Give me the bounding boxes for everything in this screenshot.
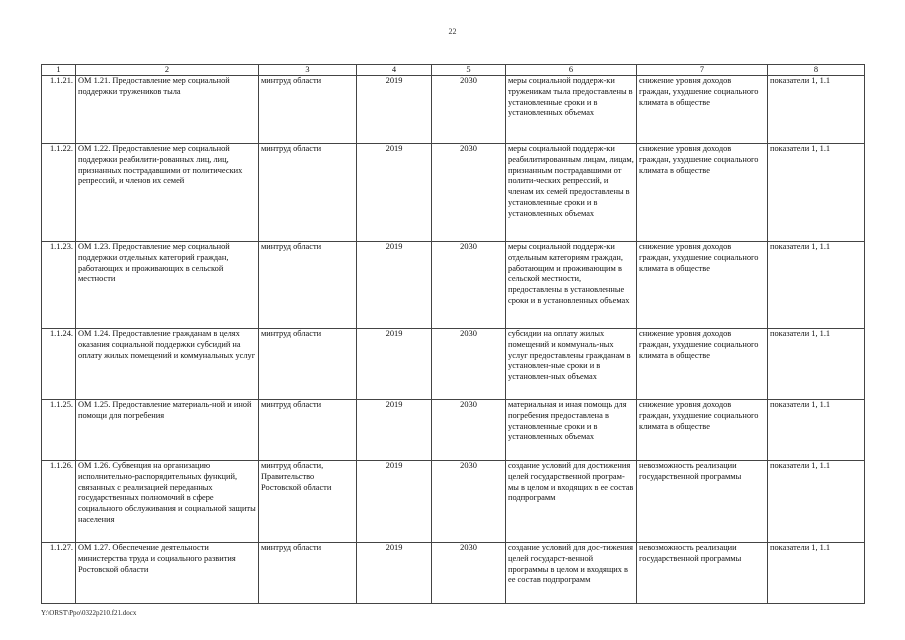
row-number: 1.1.25. [42, 400, 76, 461]
measure-name: ОМ 1.21. Предоставление мер социальной поддержки тружеников тыла [76, 76, 259, 144]
measure-name: ОМ 1.26. Субвенция на организацию исполнительно-распорядительных функций, связанных с реализацией переданных государственных полномочий в сфере социального обслуживания и социальной защиты населения [76, 461, 259, 543]
indicators: показатели 1, 1.1 [768, 329, 865, 400]
consequence: снижение уровня доходов граждан, ухудшение социального климата в обществе [637, 400, 768, 461]
executor: минтруд области [259, 543, 357, 604]
measure-name: ОМ 1.23. Предоставление мер социальной поддержки отдельных категорий граждан, работающих и проживающих в сельской местности [76, 242, 259, 329]
column-header-5: 5 [432, 65, 506, 76]
measure-name: ОМ 1.27. Обеспечение деятельности министерства труда и социального развития Ростовской области [76, 543, 259, 604]
end-year: 2030 [432, 144, 506, 242]
row-number: 1.1.27. [42, 543, 76, 604]
table-row [42, 461, 865, 543]
measure-name: ОМ 1.24. Предоставление гражданам в целях оказания социальной поддержки субсидий на оплату жилых помещений и коммунальных услуг [76, 329, 259, 400]
expected-result: создание условий для дос-тижения целей государст-венной программы в целом и входящих в ее состав подпрограмм [506, 543, 637, 604]
indicators: показатели 1, 1.1 [768, 76, 865, 144]
consequence: невозможность реализации государственной программы [637, 461, 768, 543]
start-year: 2019 [357, 242, 432, 329]
expected-result: меры социальной поддерж-ки отдельным категориям граждан, работающим и проживающим в сельской местности, предоставлены в установленные сроки и в установленных объемах [506, 242, 637, 329]
expected-result: субсидии на оплату жилых помещений и коммуналь-ных услуг предоставлены гражданам в установлен-ные сроки и в установлен-ных объемах [506, 329, 637, 400]
program-measures-table [41, 64, 865, 604]
measure-name: ОМ 1.22. Предоставление мер социальной поддержки реабилити-рованных лиц, лиц, признанных пострадавшими от политических репрессий, и членов их семей [76, 144, 259, 242]
column-header-6: 6 [506, 65, 637, 76]
row-number: 1.1.26. [42, 461, 76, 543]
column-header-7: 7 [637, 65, 768, 76]
indicators: показатели 1, 1.1 [768, 144, 865, 242]
end-year: 2030 [432, 76, 506, 144]
executor: минтруд области, Правительство Ростовской области [259, 461, 357, 543]
row-number: 1.1.24. [42, 329, 76, 400]
end-year: 2030 [432, 242, 506, 329]
document-file-path: Y:\ORST\Ppo\0322p210.f21.docx [41, 609, 137, 617]
consequence: снижение уровня доходов граждан, ухудшение социального климата в обществе [637, 242, 768, 329]
page-number: 22 [448, 27, 457, 36]
start-year: 2019 [357, 144, 432, 242]
end-year: 2030 [432, 543, 506, 604]
row-number: 1.1.23. [42, 242, 76, 329]
table-row [42, 543, 865, 604]
end-year: 2030 [432, 461, 506, 543]
indicators: показатели 1, 1.1 [768, 400, 865, 461]
end-year: 2030 [432, 400, 506, 461]
start-year: 2019 [357, 329, 432, 400]
start-year: 2019 [357, 543, 432, 604]
table-row [42, 400, 865, 461]
column-header-8: 8 [768, 65, 865, 76]
table-row [42, 242, 865, 329]
row-number: 1.1.22. [42, 144, 76, 242]
table-row [42, 76, 865, 144]
consequence: невозможность реализации государственной программы [637, 543, 768, 604]
executor: минтруд области [259, 329, 357, 400]
table-row [42, 144, 865, 242]
measure-name: ОМ 1.25. Предоставление материаль-ной и иной помощи для погребения [76, 400, 259, 461]
start-year: 2019 [357, 461, 432, 543]
expected-result: меры социальной поддерж-ки труженикам тыла предоставлены в установленные сроки и в установленных объемах [506, 76, 637, 144]
expected-result: меры социальной поддерж-ки реабилитированным лицам, лицам, признанным пострадавшими от полити-ческих репрессий, и членам их семей предоставлены в установленные сроки и в установленных объемах [506, 144, 637, 242]
consequence: снижение уровня доходов граждан, ухудшение социального климата в обществе [637, 144, 768, 242]
column-header-1: 1 [42, 65, 76, 76]
executor: минтруд области [259, 242, 357, 329]
executor: минтруд области [259, 76, 357, 144]
indicators: показатели 1, 1.1 [768, 242, 865, 329]
executor: минтруд области [259, 144, 357, 242]
start-year: 2019 [357, 76, 432, 144]
column-header-3: 3 [259, 65, 357, 76]
expected-result: материальная и иная помощь для погребения предоставлена в установленные сроки и в установленных объемах [506, 400, 637, 461]
start-year: 2019 [357, 400, 432, 461]
expected-result: создание условий для достижения целей государственной програм-мы в целом и входящих в ее состав подпрограмм [506, 461, 637, 543]
consequence: снижение уровня доходов граждан, ухудшение социального климата в обществе [637, 329, 768, 400]
column-header-4: 4 [357, 65, 432, 76]
column-header-2: 2 [76, 65, 259, 76]
row-number: 1.1.21. [42, 76, 76, 144]
indicators: показатели 1, 1.1 [768, 543, 865, 604]
header-row [42, 65, 865, 76]
indicators: показатели 1, 1.1 [768, 461, 865, 543]
consequence: снижение уровня доходов граждан, ухудшение социального климата в обществе [637, 76, 768, 144]
table-row [42, 329, 865, 400]
executor: минтруд области [259, 400, 357, 461]
end-year: 2030 [432, 329, 506, 400]
